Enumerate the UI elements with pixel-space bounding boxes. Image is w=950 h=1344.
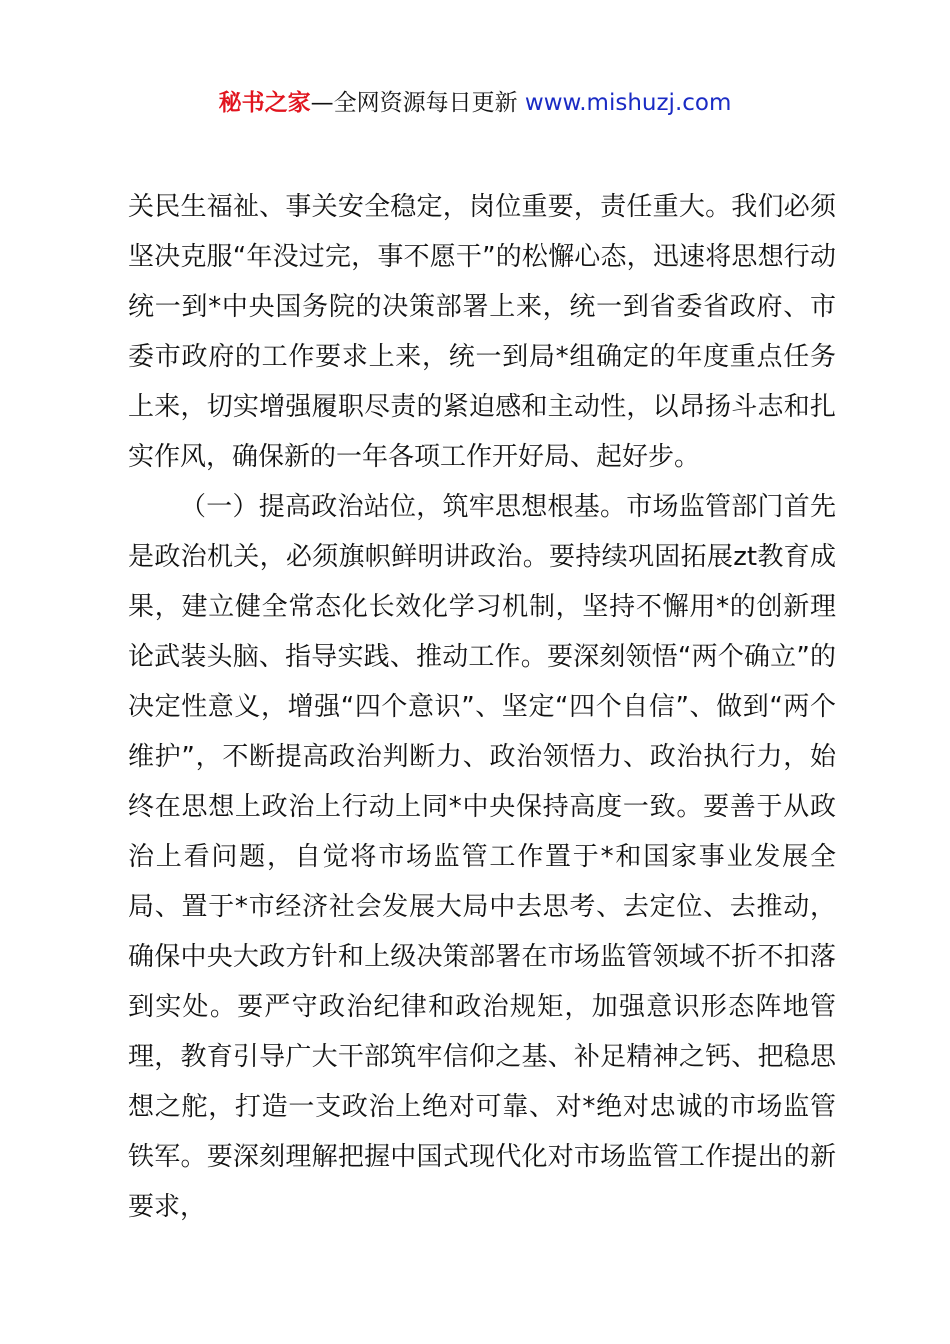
header-site-link[interactable]: www.mishuzj.com [524,90,732,116]
header-brand: 秘书之家 [218,90,311,116]
document-body [128,182,836,1232]
paragraph-section-1: （一）提高政治站位，筑牢思想根基。市场监管部门首先是政治机关，必须旗帜鲜明讲政治。要持续巩固拓展zt教育成果，建立健全常态化长效化学习机制，坚持不懈用*的创新理论武装头脑、指导实践、推动工作。要深刻领悟“两个确立”的决定性意义，增强“四个意识”、坚定“四个自信”、做到“两个维护”，不断提高政治判断力、政治领悟力、政治执行力，始终在思想上政治上行动上同*中央保持高度一致。要善于从政治上看问题，自觉将市场监管工作置于*和国家事业发展全局、置于*市经济社会发展大局中去思考、去定位、去推动，确保中央大政方针和上级决策部署在市场监管领域不折不扣落到实处。要严守政治纪律和政治规矩，加强意识形态阵地管理，教育引导广大干部筑牢信仰之基、补足精神之钙、把稳思想之舵，打造一支政治上绝对可靠、对*绝对忠诚的市场监管铁军。要深刻理解把握中国式现代化对市场监管工作提出的新要求， [128,492,836,1222]
header-tagline: —全网资源每日更新 [310,90,525,116]
page-header [0,86,950,120]
paragraph-continued: 关民生福祉、事关安全稳定，岗位重要，责任重大。我们必须坚决克服“年没过完，事不愿干”的松懈心态，迅速将思想行动统一到*中央国务院的决策部署上来，统一到省委省政府、市委市政府的工作要求上来，统一到局*组确定的年度重点任务上来，切实增强履职尽责的紧迫感和主动性，以昂扬斗志和扎实作风，确保新的一年各项工作开好局、起好步。 [128,192,836,472]
